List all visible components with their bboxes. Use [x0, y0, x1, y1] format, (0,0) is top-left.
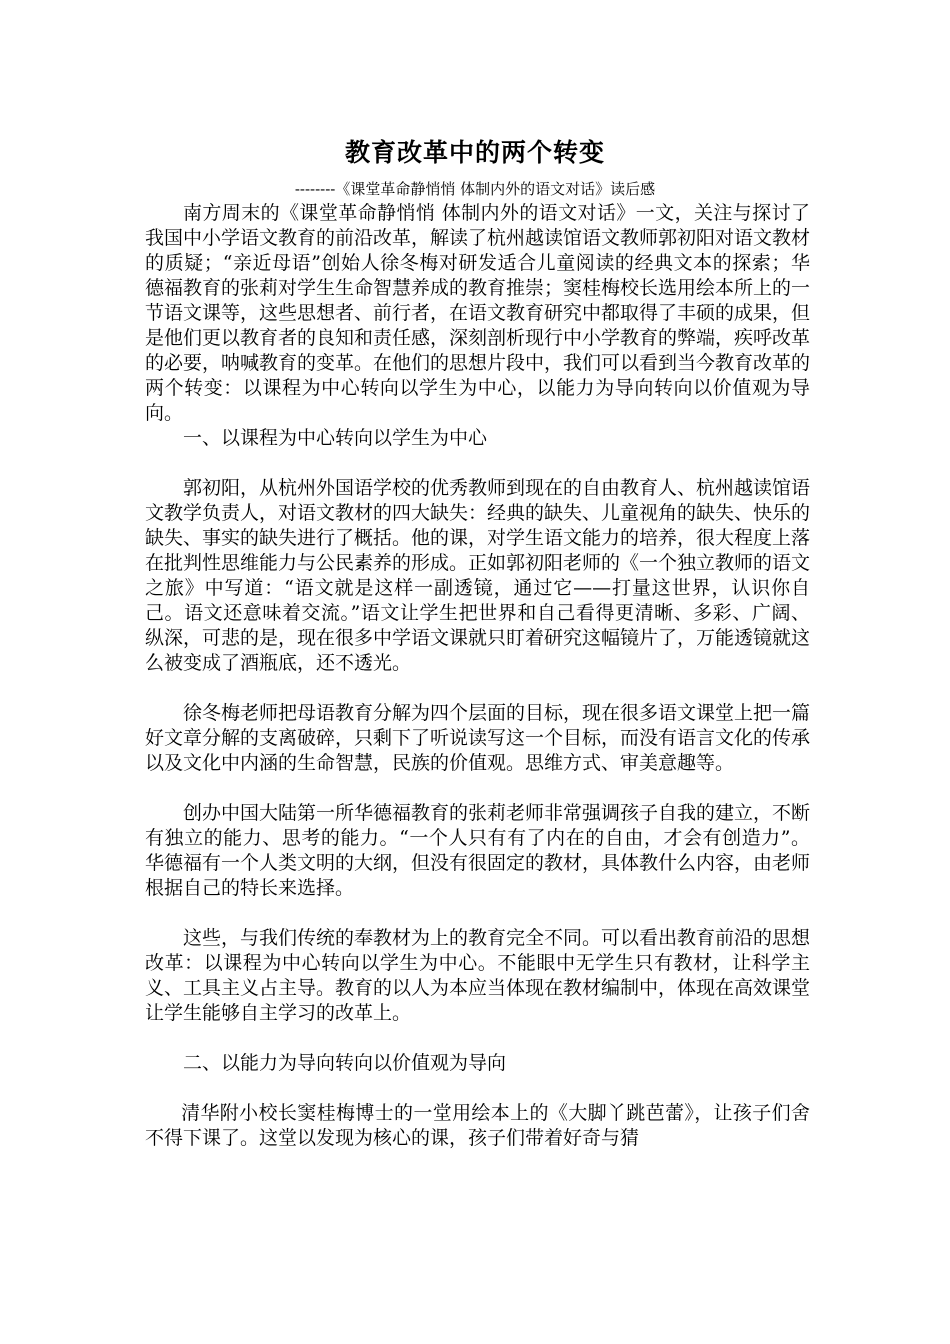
- paragraph-intro: 南方周末的《课堂革命静悄悄 体制内外的语文对话》一文，关注与探讨了我国中小学语文教育的前沿改革，解读了杭州越读馆语文教师郭初阳对语文教材的质疑；“亲近母语”创始人徐冬梅对研发适合儿童阅读的经典文本的探索；华德福教育的张莉对学生生命智慧养成的教育推崇；窦桂梅校长选用绘本所上的一节语文课等，这些思想者、前行者，在语文教育研究中都取得了丰硕的成果，但是他们更以教育者的良知和责任感，深刻剖析现行中小学教育的弊端，疾呼改革的必要，呐喊教育的变革。在他们的思想片段中，我们可以看到当今教育改革的两个转变：以课程为中心转向以学生为中心，以能力为导向转向以价值观为导向。: [145, 202, 811, 424]
- paragraph-dou-guimei: 清华附小校长窦桂梅博士的一堂用绘本上的《大脚丫跳芭蕾》，让孩子们舍不得下课了。这堂以发现为核心的课，孩子们带着好奇与猜: [145, 1102, 810, 1149]
- document-body: [145, 201, 810, 1151]
- document-subtitle: --------《课堂革命静悄悄 体制内外的语文对话》读后感: [294, 180, 656, 198]
- paragraph-xu-dongmei: 徐冬梅老师把母语教育分解为四个层面的目标，现在很多语文课堂上把一篇好文章分解的支离破碎，只剩下了听说读写这一个目标，而没有语言文化的传承以及文化中内涵的生命智慧，民族的价值观。思维方式、审美意趣等。: [145, 702, 811, 774]
- paragraph-summary-1: 这些，与我们传统的奉教材为上的教育完全不同。可以看出教育前沿的思想改革：以课程为中心转向以学生为中心。不能眼中无学生只有教材，让科学主义、工具主义占主导。教育的以人为本应当体现在教材编制中，体现在高效课堂让学生能够自主学习的改革上。: [145, 927, 811, 1024]
- document-title: 教育改革中的两个转变: [344, 138, 605, 167]
- section-heading-1: 一、以课程为中心转向以学生为中心: [183, 427, 488, 449]
- paragraph-zhang-li: 创办中国大陆第一所华德福教育的张莉老师非常强调孩子自我的建立，不断有独立的能力、思考的能力。“一个人只有有了内在的自由，才会有创造力”。华德福有一个人类文明的大纲，但没有很固定的教材，具体教什么内容，由老师根据自己的特长来选择。: [145, 802, 811, 899]
- section-heading-2: 二、以能力为导向转向以价值观为导向: [183, 1052, 507, 1074]
- paragraph-guo-chuyang: 郭初阳，从杭州外国语学校的优秀教师到现在的自由教育人、杭州越读馆语文教学负责人，对语文教材的四大缺失：经典的缺失、儿童视角的缺失、快乐的缺失、事实的缺失进行了概括。他的课，对学生语文能力的培养，很大程度上落在批判性思维能力与公民素养的形成。正如郭初阳老师的《一个独立教师的语文之旅》中写道：“语文就是这样一副透镜，通过它——打量这世界，认识你自己。语文还意味着交流。”语文让学生把世界和自己看得更清晰、多彩、广阔、纵深，可悲的是，现在很多中学语文课就只盯着研究这幅镜片了，万能透镜就这么被变成了酒瓶底，还不透光。: [145, 477, 811, 674]
